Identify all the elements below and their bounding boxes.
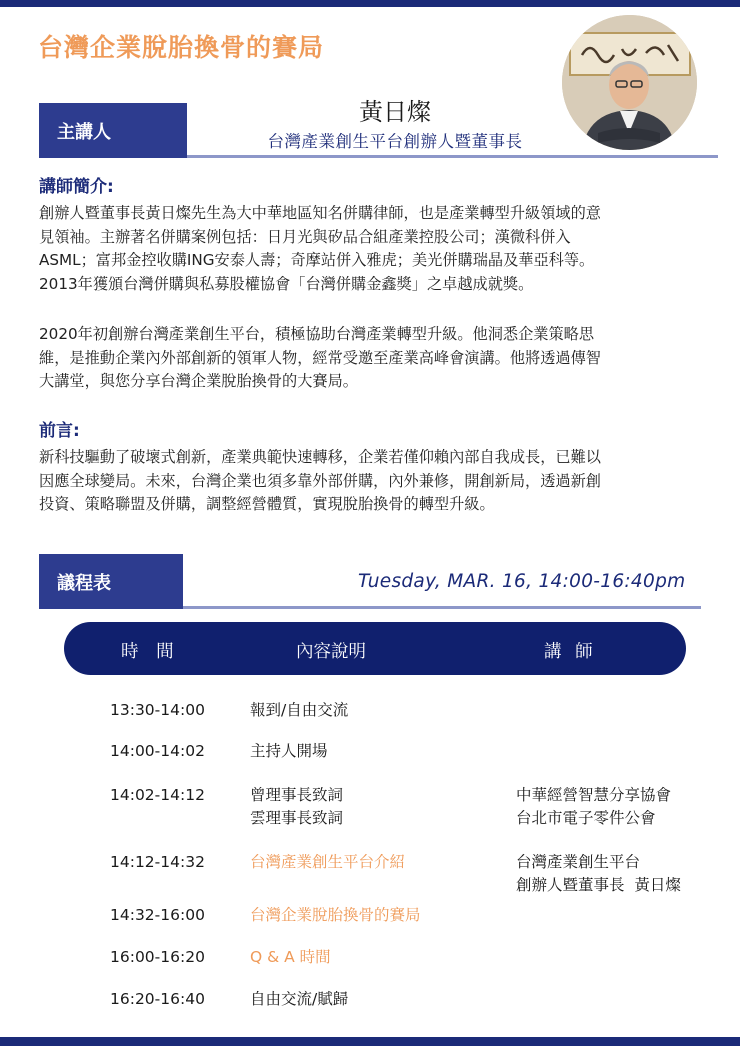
agenda-row-content: 報到/自由交流	[250, 701, 349, 719]
agenda-date: Tuesday, MAR. 16, 14:00-16:40pm	[358, 571, 686, 592]
agenda-row-content: Q & A 時間	[250, 948, 331, 966]
agenda-row-content: 自由交流/賦歸	[250, 990, 349, 1008]
agenda-row-time: 16:20-16:40	[110, 990, 205, 1008]
intro-line: 因應全球變局。未來，台灣企業也須多靠外部併購，內外兼修，開創新局，透過新創	[39, 471, 601, 490]
speaker-photo	[562, 15, 697, 150]
agenda-table-header	[64, 622, 686, 675]
speaker-position: 台灣產業創生平台創辦人暨董事長	[267, 132, 523, 151]
intro-paragraph	[39, 446, 699, 517]
agenda-row-time: 14:32-16:00	[110, 906, 205, 924]
column-header-time: 時 間	[121, 642, 180, 662]
speaker-section-tab	[39, 103, 187, 158]
agenda-row-time: 16:00-16:20	[110, 948, 205, 966]
agenda-row-time: 14:02-14:12	[110, 786, 205, 804]
intro-line: 投資、策略聯盟及併購，調整經營體質，實現脫胎換骨的轉型升級。	[39, 495, 495, 513]
agenda-row-content: 主持人開場	[250, 742, 328, 760]
speaker-section-divider	[187, 155, 718, 158]
bio-line: 創辦人暨董事長黃日燦先生為大中華地區知名併購律師，也是產業轉型升級領域的意	[39, 204, 601, 222]
agenda-section-label: 議程表	[57, 572, 111, 594]
agenda-speaker-line: 創辦人暨董事長 黃日燦	[516, 876, 681, 894]
speaker-portrait-image	[562, 15, 697, 150]
agenda-section-divider	[183, 606, 701, 609]
document-title: 台灣企業脫胎換骨的賽局	[38, 33, 325, 62]
top-border-bar	[0, 0, 740, 7]
agenda-speaker-line: 台灣產業創生平台	[516, 853, 641, 871]
bio-heading: 講師簡介:	[39, 177, 114, 197]
agenda-content-line: 曾理事長致詞	[250, 786, 344, 804]
bio-line: 大講堂，與您分享台灣企業脫胎換骨的大賽局。	[39, 372, 358, 390]
bio-paragraph-2	[39, 323, 699, 394]
agenda-row-content: 台灣產業創生平台介紹	[250, 853, 406, 871]
agenda-row-speaker	[516, 851, 681, 897]
agenda-row-time: 14:12-14:32	[110, 853, 205, 871]
agenda-section-tab	[39, 554, 183, 609]
bottom-border-bar	[0, 1037, 740, 1046]
intro-heading: 前言:	[39, 421, 80, 441]
bio-line: 見領袖。主辦著名併購案例包括：日月光與矽品合組產業控股公司；漢微科併入	[39, 227, 571, 246]
agenda-row-content: 台灣企業脫胎換骨的賽局	[250, 906, 421, 924]
speaker-section-label: 主講人	[57, 121, 111, 143]
bio-line: 2013年獲頒台灣併購與私募股權協會「台灣併購金鑫獎」之卓越成就獎。	[39, 274, 534, 293]
column-header-content: 內容說明	[296, 642, 366, 662]
agenda-row-content	[250, 784, 343, 830]
intro-line: 新科技驅動了破壞式創新，產業典範快速轉移，企業若僅仰賴內部自我成長，已難以	[39, 448, 601, 466]
agenda-row-time: 13:30-14:00	[110, 701, 205, 719]
bio-line: ASML；富邦金控收購ING安泰人壽；奇摩站併入雅虎；美光併購瑞晶及華亞科等。	[39, 251, 595, 269]
agenda-row-speaker	[516, 784, 671, 830]
bio-line: 維，是推動企業內外部創新的領軍人物，經常受邀至產業高峰會演講。他將透過傳智	[39, 348, 601, 367]
agenda-speaker-line: 中華經營智慧分享協會	[516, 786, 672, 804]
agenda-speaker-line: 台北市電子零件公會	[516, 809, 656, 827]
column-header-speaker: 講 師	[544, 642, 597, 662]
speaker-name: 黃日燦	[359, 98, 431, 126]
agenda-content-line: 雲理事長致詞	[250, 809, 344, 827]
bio-paragraph-1	[39, 202, 699, 296]
bio-line: 2020年初創辦台灣產業創生平台，積極協助台灣產業轉型升級。他洞悉企業策略思	[39, 325, 595, 343]
agenda-row-time: 14:00-14:02	[110, 742, 205, 760]
